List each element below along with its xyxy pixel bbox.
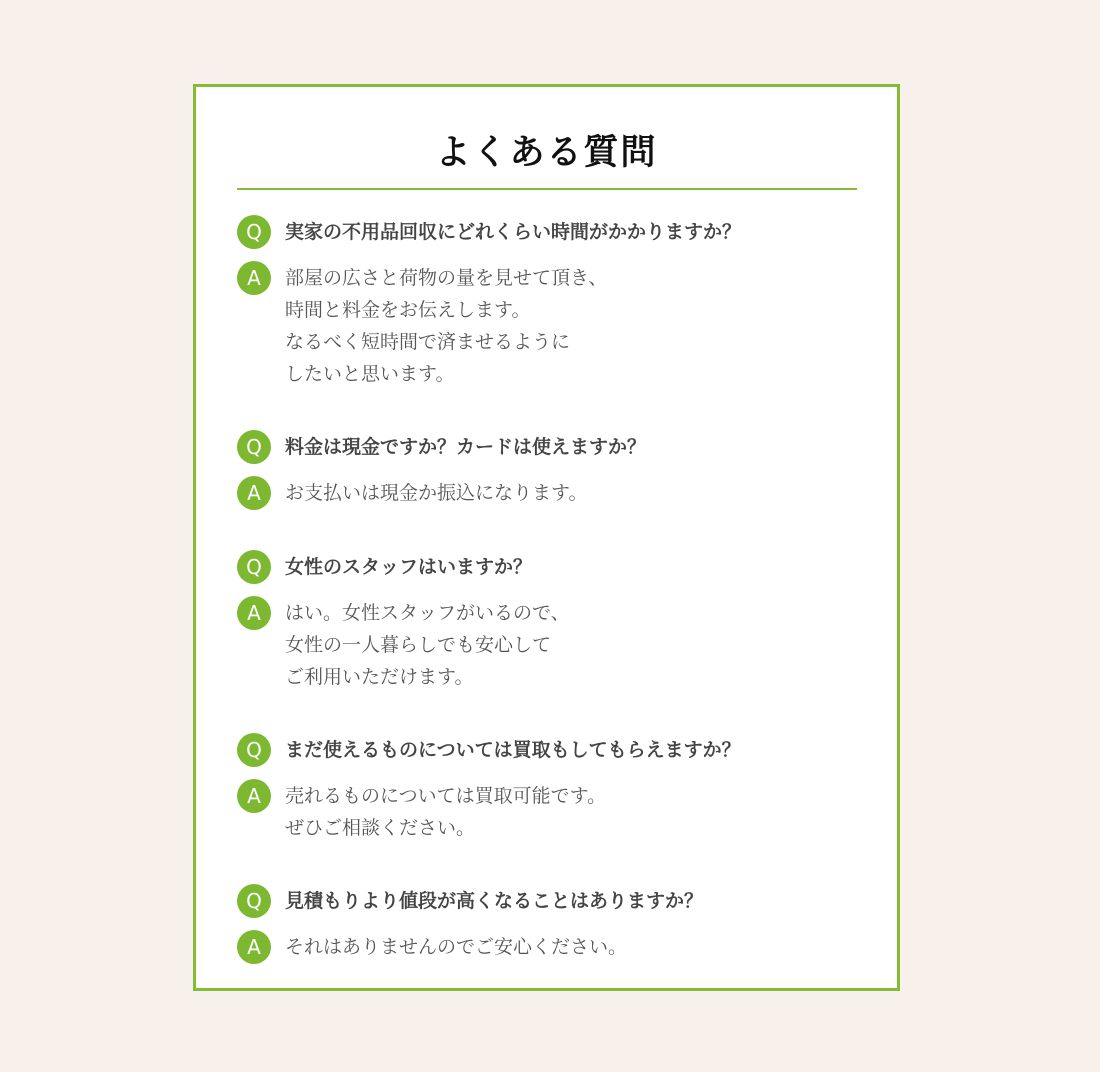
faq-answer-row [237,930,857,964]
faq-answer [285,596,570,693]
answer-badge-icon: A [237,476,271,510]
answer-badge-icon: A [237,930,271,964]
faq-question-row [237,215,857,249]
faq-item [237,884,857,964]
faq-question: 料金は現金ですか？カードは使えますか？ [285,436,647,458]
question-badge-icon: Q [237,733,271,767]
faq-item [237,733,857,844]
faq-answer-line: 時間と料金をお伝えします。 [285,299,531,321]
faq-question: 女性のスタッフはいますか？ [285,556,533,578]
question-badge-icon: Q [237,215,271,249]
faq-answer-line: なるべく短時間で済ませるように [285,331,571,353]
faq-answer-line: ご利用いただけます。 [285,666,474,688]
faq-card [193,84,900,991]
faq-answer [285,779,606,844]
faq-list [237,215,857,1004]
faq-answer-line: 女性の一人暮らしでも安心して [285,634,552,656]
question-badge-icon: Q [237,884,271,918]
faq-answer [285,930,627,963]
faq-answer-line: 売れるものについては買取可能です。 [285,785,607,807]
faq-answer [285,476,587,509]
faq-question: 実家の不用品回収にどれくらい時間がかかりますか？ [285,221,742,243]
answer-badge-icon: A [237,596,271,630]
faq-answer-line: お支払いは現金か振込になります。 [285,482,588,504]
question-badge-icon: Q [237,430,271,464]
faq-item [237,215,857,390]
faq-question: まだ使えるものについては買取もしてもらえますか？ [285,739,741,761]
faq-question-row [237,884,857,918]
answer-badge-icon: A [237,261,271,295]
faq-answer-line: したいと思います。 [285,363,455,385]
faq-answer-row [237,596,857,693]
faq-answer-line: はい。女性スタッフがいるので、 [285,602,570,624]
faq-item [237,430,857,510]
faq-answer-row [237,779,857,844]
faq-answer-line: 部屋の広さと荷物の量を見せて頂き、 [285,267,608,289]
faq-answer-line: それはありませんのでご安心ください。 [285,936,628,958]
faq-question-row [237,430,857,464]
question-badge-icon: Q [237,550,271,584]
faq-answer [285,261,607,390]
faq-question: 見積もりより値段が高くなることはありますか？ [285,890,704,912]
title-divider [237,188,857,190]
faq-question-row [237,733,857,767]
faq-answer-row [237,261,857,390]
faq-item [237,550,857,693]
answer-badge-icon: A [237,779,271,813]
faq-question-row [237,550,857,584]
faq-answer-line: ぜひご相談ください。 [285,817,476,839]
faq-answer-row [237,476,857,510]
faq-title: よくある質問 [435,133,658,173]
